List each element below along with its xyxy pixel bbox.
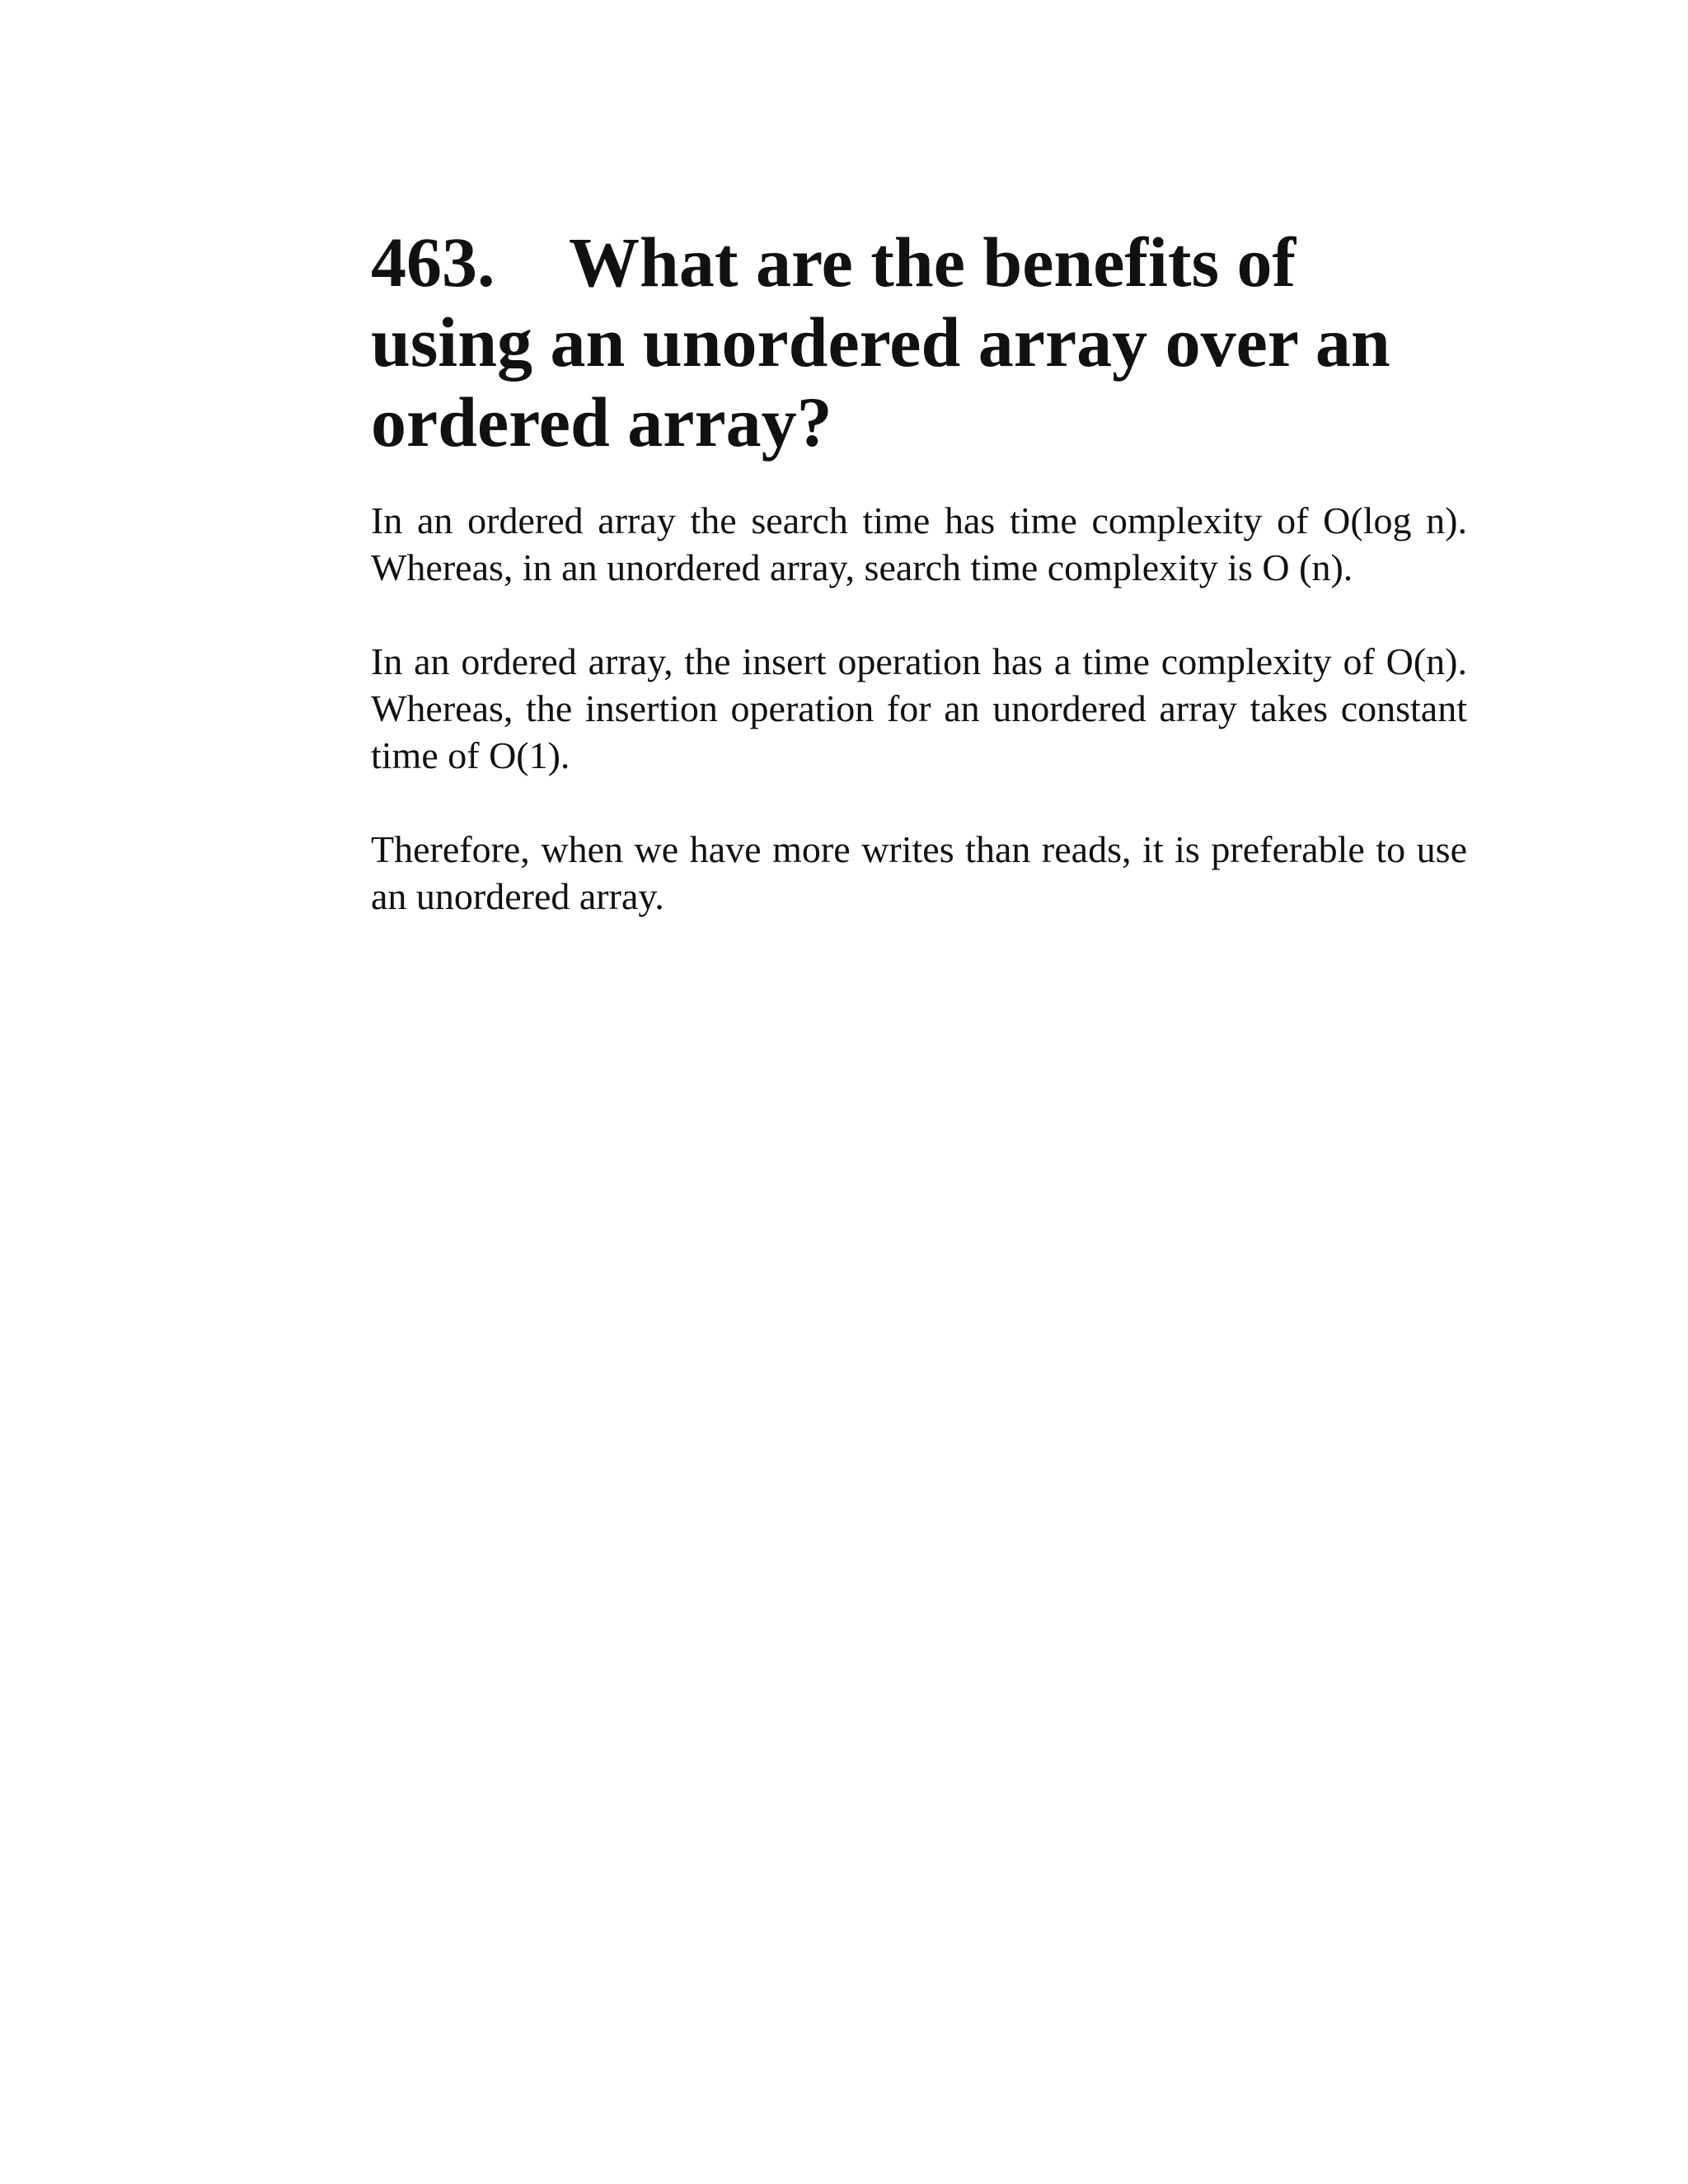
answer-paragraph-conclusion: Therefore, when we have more writes than reads, it is preferable to use an unordered array.	[371, 828, 1467, 917]
answer-paragraph-search: In an ordered array the search time has time complexity of O(log n). Whereas, in an unordered array, search time complexity is O (n).	[371, 499, 1467, 588]
answer-paragraph-insert: In an ordered array, the insert operation has a time complexity of O(n). Whereas, the insertion operation for an unordered array takes constant time of O(1).	[371, 640, 1467, 776]
question-number: 463.	[371, 223, 495, 302]
question-heading	[371, 223, 1467, 462]
page-content	[371, 223, 1467, 920]
question-text: What are the benefits of using an unordered array over an ordered array?	[371, 223, 1390, 462]
